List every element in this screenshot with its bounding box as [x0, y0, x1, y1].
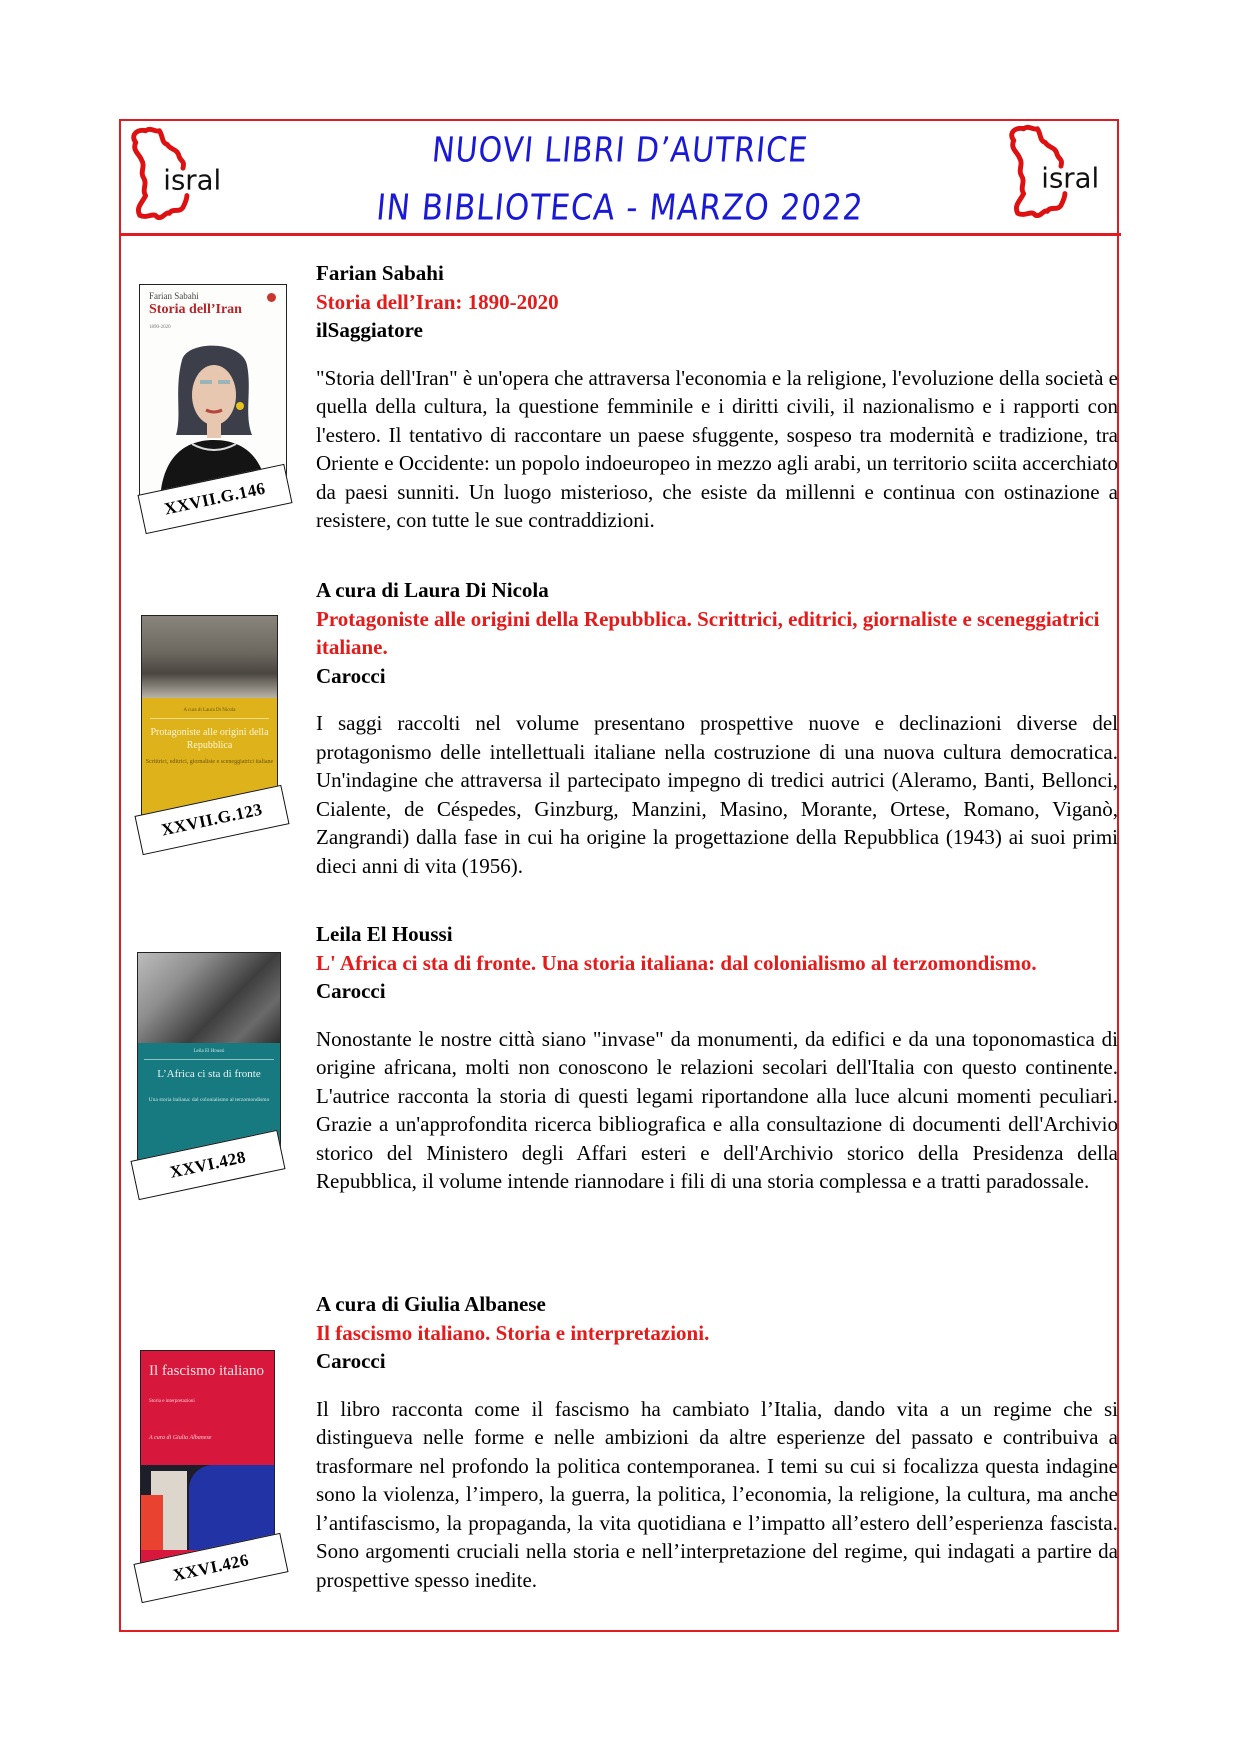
book-title: Il fascismo italiano. Storia e interpretazioni.: [316, 1320, 710, 1345]
book-description: "Storia dell'Iran" è un'opera che attraversa l'economia e la religione, l'evoluzione della società e quella della cultura, la questione femminile e i diritti civili, il nazionalismo e i rapporti con l'estero. Il tentativo di raccontare un paese sfuggente, sospeso tra modernità e tradizione, tra Oriente e Occidente: un popolo indoeuropeo in mezzo agli arabi, un territorio sciita accerchiato da paesi sunniti. Un luogo misterioso, che esiste da millenni e continua con ostinazione a resistere, con tutte le sue contraddizioni.: [316, 365, 1118, 532]
cover-photo: [142, 616, 277, 698]
cover-author: A cura di Giulia Albanese: [149, 1435, 212, 1441]
book-publisher: Carocci: [316, 979, 386, 1003]
cover-title: L’Africa ci sta di fronte: [157, 1068, 261, 1080]
cover-title: Protagoniste alle origini della Repubblica: [150, 727, 269, 751]
book-description: Nonostante le nostre città siano "invase" da monumenti, da edifici e da una toponomastica di origine africana, molti non conoscono le relazioni secolari dell'Italia con questo continente. L'autrice racconta la storia di questi legami riportandone alla luce alcuni momenti peculiari. Grazie a un'approfondita ricerca bibliografica e alla consultazione di documenti dell'Archivio storico del Ministero degli Affari esteri e dell'Archivio storico della Presidenza della Repubblica, il volume intende riannodare i fili di una storia complessa e a tratti paradossale.: [316, 1026, 1118, 1193]
book-entry: [316, 576, 1119, 880]
cover-author: A cura di Laura Di Nicola: [183, 708, 236, 713]
publisher-mark-icon: [267, 293, 276, 302]
cover-subtitle: Scrittrici, editrici, giornaliste e sceneggiatrici italiane: [145, 759, 274, 765]
cover-title: Storia dell’Iran: [149, 302, 242, 317]
book-publisher: Carocci: [316, 1349, 386, 1373]
book-author: A cura di Laura Di Nicola: [316, 578, 549, 602]
svg-text:isral: isral: [1041, 162, 1100, 195]
book-entry: [316, 1290, 1119, 1594]
book-publisher: ilSaggiatore: [316, 318, 423, 342]
book-title: L' Africa ci sta di fronte. Una storia italiana: dal colonialismo al terzomondismo.: [316, 950, 1037, 975]
book-cover-2: [141, 615, 278, 818]
cover-photo: [138, 953, 280, 1043]
book-entry: [316, 259, 1119, 535]
artwork-red-shape: [141, 1495, 163, 1550]
cover-subtitle: Una storia italiana: dal colonialismo al terzomondismo: [148, 1097, 270, 1103]
book-title: Storia dell’Iran: 1890-2020: [316, 289, 559, 314]
cover-rule: [144, 1059, 274, 1060]
book-title: Protagoniste alle origini della Repubblica. Scrittrici, editrici, giornaliste e sceneggiatrici italiane.: [316, 606, 1100, 659]
book-description: I saggi raccolti nel volume presentano prospettive nuove e declinazioni diverse del protagonismo delle intellettuali italiane nella costruzione di una nuova cultura democratica. Un'indagine che attraversa il partecipato impegno di tredici autrici (Aleramo, Banti, Bellonci, Cialente, de Céspedes, Ginzburg, Manzini, Masino, Morante, Ortese, Romano, Viganò, Zangrandi) dalla fase in cui ha origine la progettazione della Repubblica (1943) ai suoi primi dieci anni di vita (1956).: [316, 711, 1118, 878]
cover-author: Leila El Houssi: [193, 1049, 225, 1054]
cover-title: Il fascismo italiano: [149, 1363, 264, 1379]
shelfmark-tag: XXVI.428: [130, 1130, 285, 1200]
shelfmark-tag: XXVII.G.146: [137, 464, 292, 534]
book-author: Leila El Houssi: [316, 922, 453, 946]
book-author: A cura di Giulia Albanese: [316, 1292, 546, 1316]
cover-subtitle: 1890-2020: [149, 325, 171, 330]
page-title-line-2: IN BIBLIOTECA - MARZO 2022: [374, 187, 866, 229]
header-divider: [119, 233, 1121, 236]
svg-text:isral: isral: [163, 164, 222, 197]
book-cover-3: [137, 952, 281, 1160]
cover-subtitle: Storia e interpretazioni: [149, 1399, 195, 1404]
book-author: Farian Sabahi: [316, 261, 444, 285]
cover-author: Farian Sabahi: [149, 291, 199, 301]
book-description: Il libro racconta come il fascismo ha cambiato l’Italia, dando vita a un regime che si distingueva nelle forme e nelle ambizioni da altre esperienze del passato e contribuiva a trasformare nel profondo la politica contemporanea. I temi su cui si focalizza questa indagine sono la violenza, l’impero, la guerra, la politica, l’economia, la religione, la cultura, ma anche l’antifascismo, la propaganda, la vita quotidiana e l’impatto all’estero dell’esperienza fascista. Sono argomenti cruciali nella storia e nell’interpretazione del regime, qui indagati a partire da prospettive spesso inedite.: [316, 1396, 1118, 1592]
shelfmark-tag: XXVII.G.123: [134, 785, 289, 855]
book-entry: [316, 920, 1119, 1196]
cover-rule: [150, 718, 269, 719]
book-publisher: Carocci: [316, 663, 386, 688]
shelfmark-tag: XXVI.426: [133, 1533, 288, 1603]
page-title-line-1: NUOVI LIBRI D’AUTRICE: [430, 130, 810, 171]
